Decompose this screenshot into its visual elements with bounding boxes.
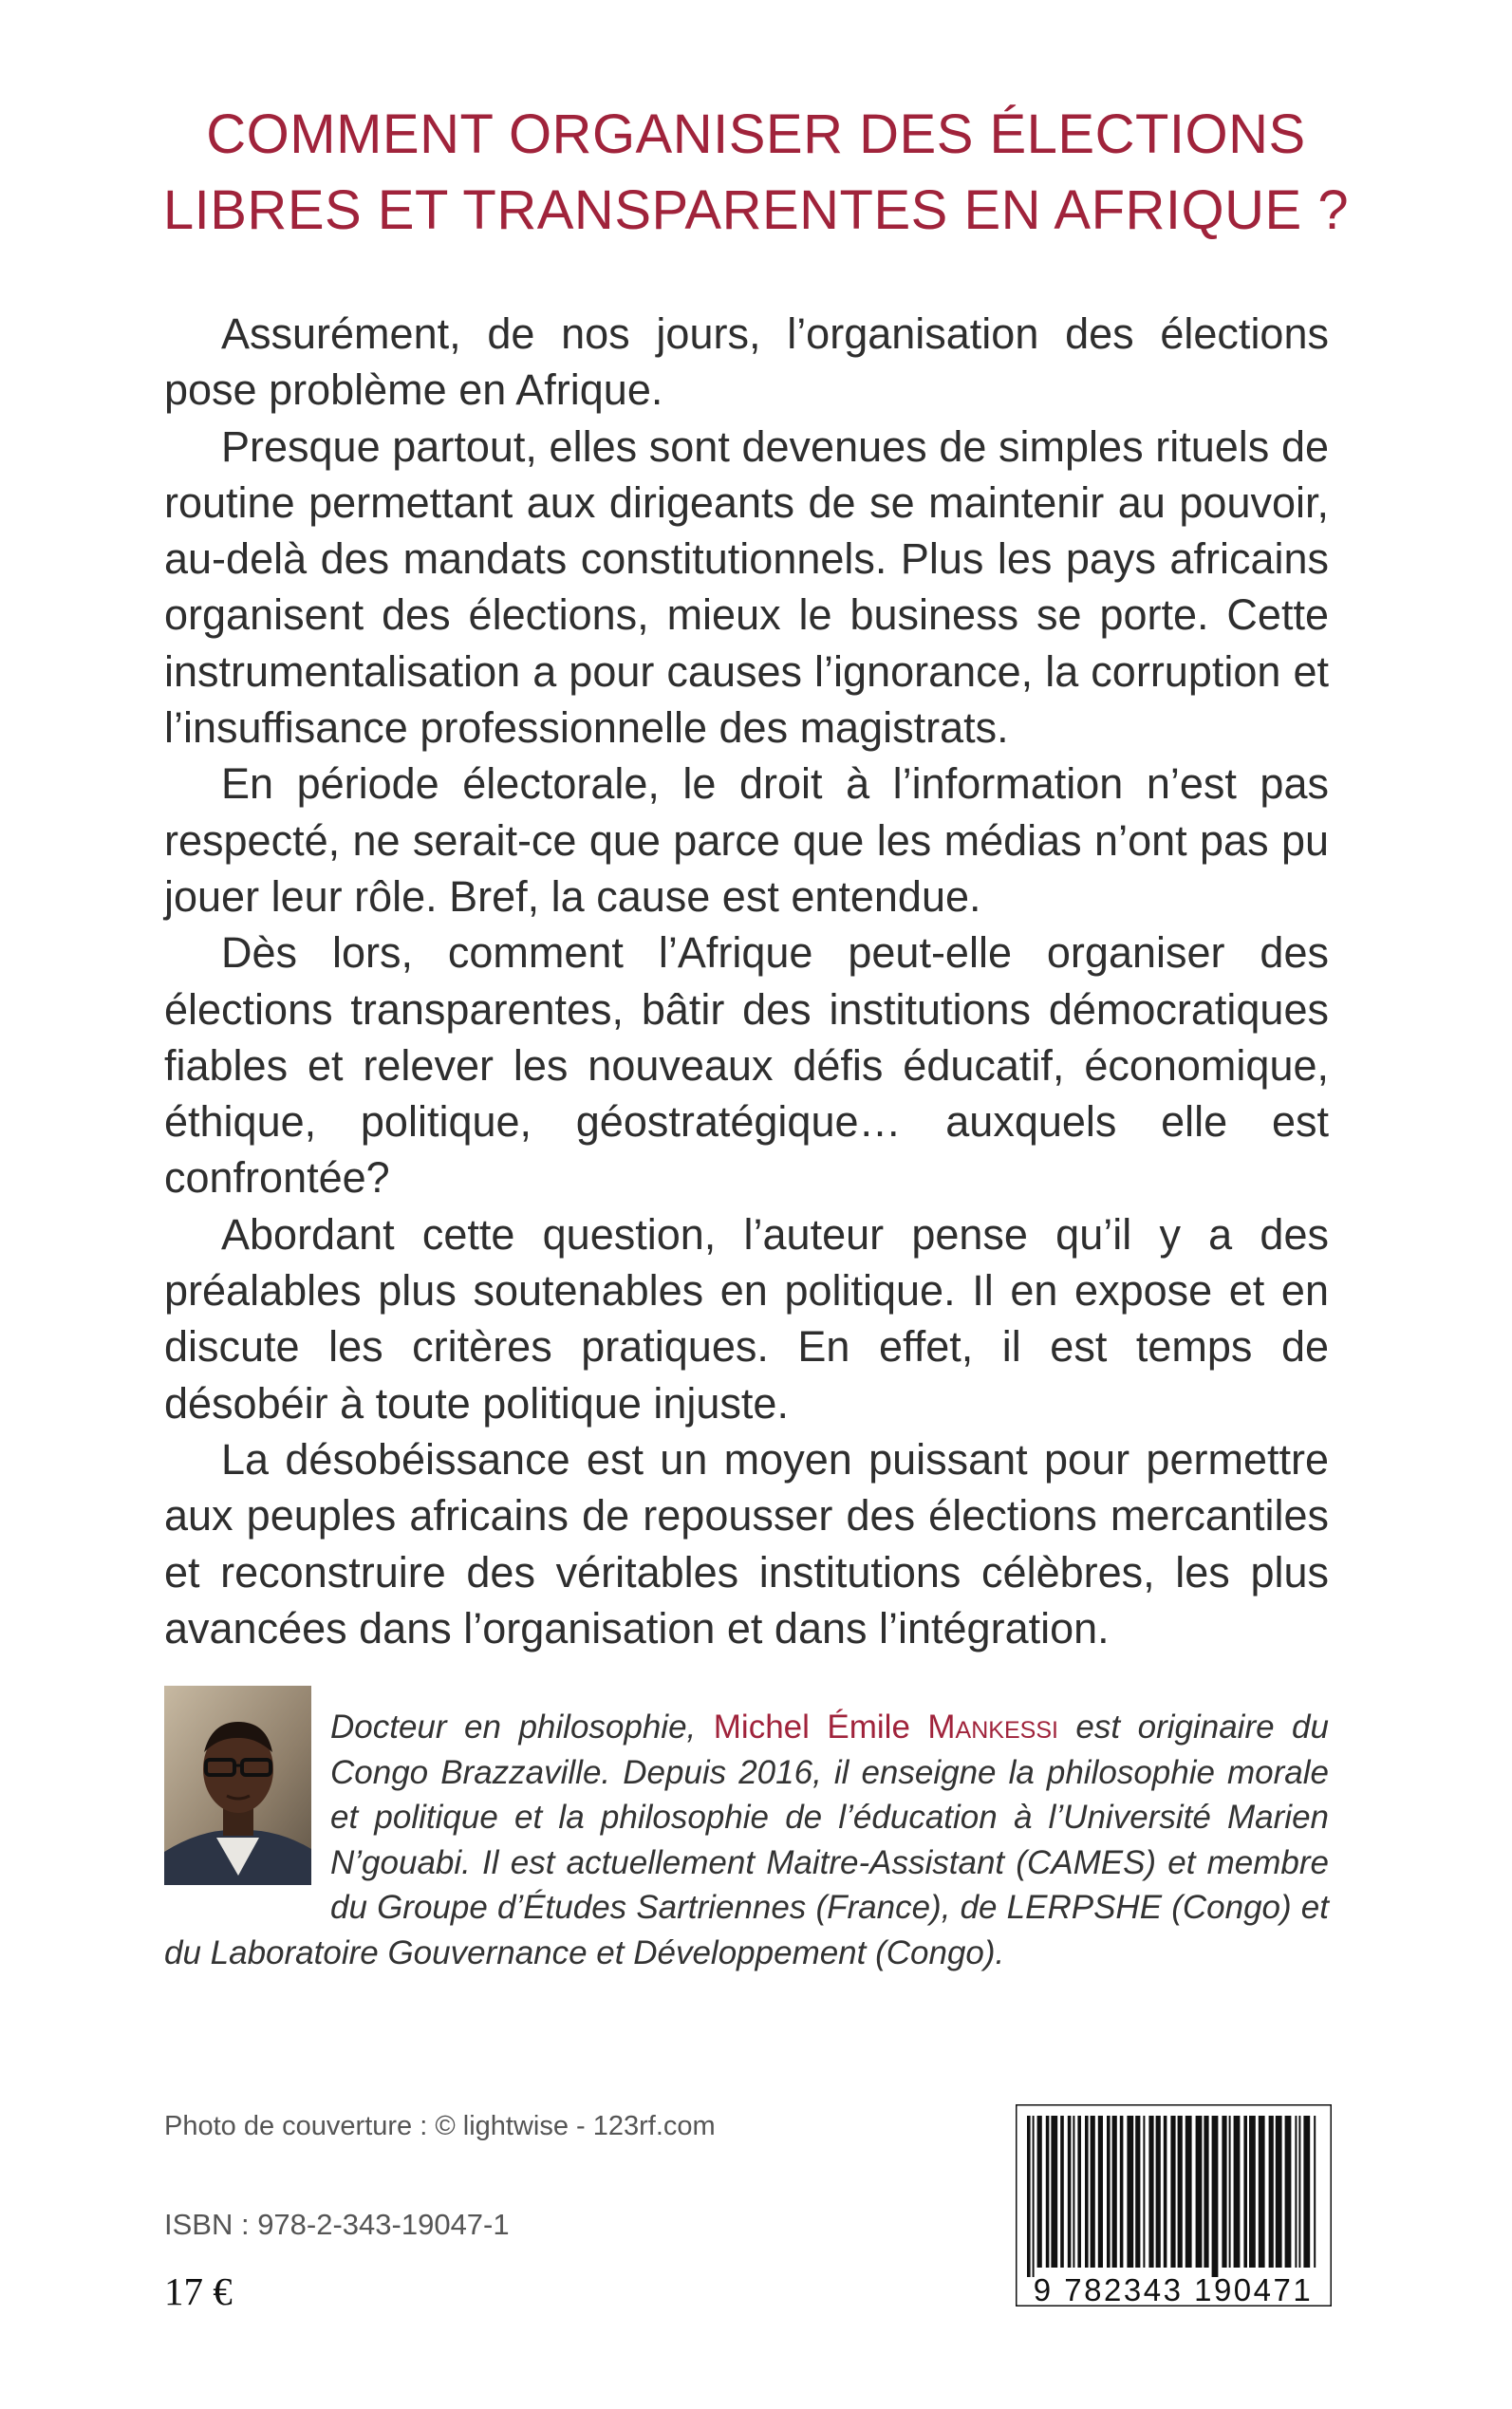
barcode-bar xyxy=(1033,2116,1035,2277)
barcode-bar xyxy=(1127,2116,1133,2268)
blurb-paragraph: Assurément, de nos jours, l’organisation des élections pose problème en Afrique. xyxy=(164,309,1329,415)
bio-prefix: Docteur en philosophie, xyxy=(330,1709,714,1746)
barcode-bar xyxy=(1314,2116,1316,2268)
barcode-bar xyxy=(1234,2116,1241,2268)
barcode-bar xyxy=(1135,2116,1140,2268)
barcode-bar xyxy=(1178,2116,1183,2268)
barcode-bar xyxy=(1298,2116,1300,2268)
isbn: ISBN : 978-2-343-19047-1 xyxy=(164,2208,510,2241)
price: 17 € xyxy=(164,2269,233,2313)
barcode-bar xyxy=(1222,2116,1226,2268)
barcode-bar xyxy=(1229,2116,1231,2268)
barcode-bar xyxy=(1077,2116,1081,2268)
barcode-bar xyxy=(1212,2116,1219,2277)
author-first-name: Michel Émile xyxy=(713,1709,928,1746)
barcode-bar xyxy=(1112,2116,1117,2268)
barcode-bar xyxy=(1107,2116,1111,2268)
barcode-bar xyxy=(1295,2116,1297,2268)
author-bio xyxy=(164,1705,1329,1975)
barcode-bar xyxy=(1148,2116,1153,2268)
title-line-2: LIBRES ET TRANSPARENTES EN AFRIQUE ? xyxy=(162,179,1350,241)
barcode-bar xyxy=(1269,2116,1274,2268)
blurb xyxy=(164,306,1329,1656)
barcode-bar xyxy=(1027,2116,1031,2277)
barcode-bar xyxy=(1196,2116,1203,2268)
author-last-name: Mankessi xyxy=(927,1709,1058,1746)
barcode-bar xyxy=(1068,2116,1072,2268)
barcode-bar xyxy=(1285,2116,1292,2268)
barcode-digits: 9 782343 190471 xyxy=(1033,2272,1314,2307)
book-title xyxy=(0,97,1512,249)
barcode-bar xyxy=(1185,2116,1192,2268)
barcode xyxy=(1016,2104,1332,2306)
barcode-bar xyxy=(1276,2116,1282,2268)
barcode-bar xyxy=(1249,2116,1256,2268)
blurb-paragraph: Dès lors, comment l’Afrique peut-elle organiser des élections transparentes, bâtir des institutions démocratiques fiables et relever les nouveaux défis éducatif, économique, éthique, politique, géostratégique… auxquels elle est confrontée? xyxy=(164,928,1329,1203)
barcode-bar xyxy=(1164,2116,1167,2268)
blurb-paragraph: En période électorale, le droit à l’information n’est pas respecté, ne serait-ce que parce que les médias n’ont pas pu jouer leur rôle. Bref, la cause est entendue. xyxy=(164,759,1329,921)
barcode-bar xyxy=(1091,2116,1095,2268)
barcode-bar xyxy=(1098,2116,1103,2268)
barcode-bar xyxy=(1046,2116,1050,2268)
title-line-1: COMMENT ORGANISER DES ÉLECTIONS xyxy=(206,103,1306,165)
barcode-bar xyxy=(1051,2116,1057,2268)
barcode-bar xyxy=(1120,2116,1124,2268)
barcode-bar xyxy=(1085,2116,1089,2268)
blurb-paragraph: Abordant cette question, l’auteur pense qu’il y a des préalables plus soutenables en politique. Il en expose et en discute les critères pratiques. En effet, il est temps de désobéir à toute politique injuste. xyxy=(164,1209,1329,1428)
barcode-bar xyxy=(1243,2116,1247,2268)
barcode-bar xyxy=(1060,2116,1064,2268)
barcode-bar xyxy=(1037,2116,1042,2268)
author-name xyxy=(714,1709,1058,1746)
barcode-bar xyxy=(1303,2116,1310,2268)
photo-credit: Photo de couverture : © lightwise - 123rf.com xyxy=(164,2111,716,2141)
barcode-bar xyxy=(1143,2116,1145,2268)
barcode-bar xyxy=(1156,2116,1161,2268)
bio-text: est originaire du Congo Brazzaville. Depuis 2016, il enseigne la philosophie morale et politique et la philosophie de l’éducation à l’Université Marien N’gouabi. Il est actuellement Maitre-Assistant (CAMES) et membre du Groupe d’Études Sartriennes (France), de LERPSHE (Congo) et du Laboratoire Gouvernance et Développement (Congo). xyxy=(164,1709,1329,1971)
barcode-bar xyxy=(1259,2116,1265,2268)
barcode-bar xyxy=(1204,2116,1208,2268)
barcode-bar xyxy=(1170,2116,1175,2268)
blurb-paragraph: La désobéissance est un moyen puissant pour permettre aux peuples africains de repousser des élections mercantiles et reconstruire des véritables institutions célèbres, les plus avancées dans l’organisation et dans l’intégration. xyxy=(164,1434,1329,1653)
barcode-bar xyxy=(1073,2116,1074,2268)
blurb-paragraph: Presque partout, elles sont devenues de simples rituels de routine permettant aux dirigeants de se maintenir au pouvoir, au-delà des mandats constitutionnels. Plus les pays africains organisent des élections, mieux le business se porte. Cette instrumentalisation a pour causes l’ignorance, la corruption et l’insuffisance professionnelle des magistrats. xyxy=(164,421,1329,753)
